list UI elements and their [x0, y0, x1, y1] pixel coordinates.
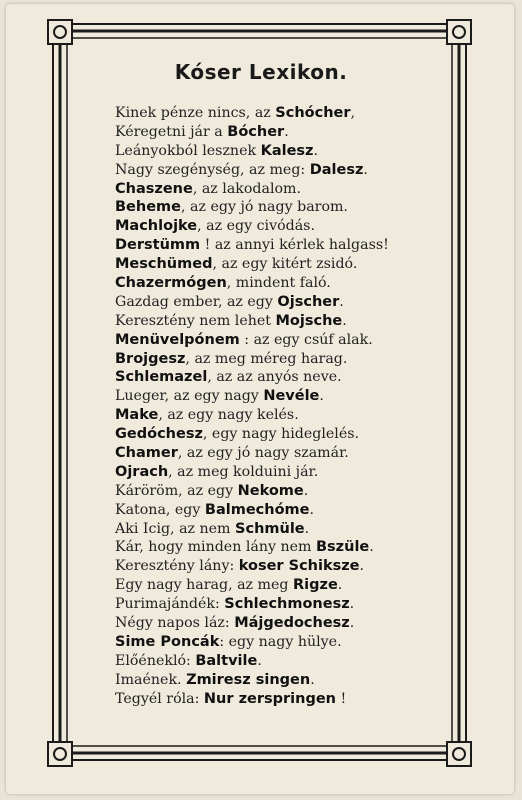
- glossary-term: Nur zerspringen: [203, 690, 336, 707]
- glossary-term: Make: [115, 407, 159, 424]
- glossary-entry: [115, 576, 435, 595]
- glossary-entry: [115, 331, 435, 350]
- glossary-term: Balmechóme: [204, 501, 310, 518]
- glossary-term: Nekome: [237, 482, 304, 499]
- glossary-term: Derstümm: [115, 237, 201, 254]
- entry-suffix-text: .: [313, 142, 318, 159]
- entry-suffix-text: , egy nagy hideglelés.: [202, 426, 360, 443]
- glossary-term: Chaszene: [115, 180, 193, 197]
- glossary-entry: [115, 142, 435, 161]
- glossary-entry: [115, 312, 435, 331]
- glossary-term: Bszüle: [316, 539, 370, 556]
- entry-prefix-text: Kéregetni jár a: [115, 123, 228, 140]
- glossary-entry: [115, 520, 435, 539]
- glossary-term: koser Schiksze: [238, 558, 360, 575]
- entry-suffix-text: ! az annyi kérlek halgass!: [200, 237, 389, 254]
- entry-suffix-text: , az egy civódás.: [197, 218, 315, 235]
- entry-suffix-text: ,: [350, 105, 356, 121]
- glossary-term: Ojscher: [277, 293, 340, 310]
- glossary-entry: [115, 350, 435, 369]
- glossary-entry: [115, 671, 435, 690]
- glossary-entry: [115, 406, 435, 425]
- entry-suffix-text: .: [369, 539, 374, 556]
- entry-suffix-text: .: [349, 596, 355, 613]
- entry-suffix-text: .: [339, 293, 344, 310]
- entry-suffix-text: : az egy csúf alak.: [239, 331, 373, 348]
- entry-suffix-text: .: [342, 312, 347, 329]
- glossary-term: Ojrach: [115, 463, 169, 480]
- glossary-entry: [115, 614, 435, 633]
- entry-suffix-text: !: [336, 690, 347, 707]
- entry-suffix-text: .: [304, 520, 310, 537]
- entry-suffix-text: , az az anyós neve.: [207, 369, 342, 386]
- entry-prefix-text: Káröröm, az egy: [115, 482, 238, 499]
- glossary-entry: [115, 255, 435, 274]
- glossary-entry: [115, 104, 435, 123]
- entry-prefix-text: Előénekló:: [115, 652, 196, 669]
- glossary-term: Menüvelpónem: [115, 331, 240, 348]
- entry-prefix-text: Katona, egy: [115, 501, 205, 518]
- glossary-term: Baltvile: [195, 652, 258, 669]
- glossary-term: Beheme: [115, 199, 181, 216]
- glossary-term: Dalesz: [309, 161, 364, 178]
- entry-suffix-text: .: [363, 161, 368, 178]
- entry-suffix-text: .: [303, 482, 309, 499]
- entry-suffix-text: , az egy jó nagy barom.: [181, 199, 348, 216]
- glossary-term: Meschümed: [115, 256, 213, 273]
- entry-prefix-text: Aki Icig, az nem: [115, 520, 236, 537]
- entry-prefix-text: Purimajándék:: [115, 596, 225, 613]
- glossary-entry: [115, 274, 435, 293]
- glossary-entry: [115, 538, 435, 557]
- entry-suffix-text: .: [337, 577, 343, 594]
- glossary-entry: [115, 652, 435, 671]
- glossary-entry: [115, 444, 435, 463]
- glossary-term: Machlojke: [115, 218, 198, 235]
- page-title: Kóser Lexikon.: [174, 60, 348, 84]
- entry-prefix-text: Gazdag ember, az egy: [115, 293, 278, 310]
- glossary-term: Schlechmonesz: [224, 596, 350, 613]
- glossary-term: Nevéle: [263, 388, 320, 405]
- entry-prefix-text: Lueger, az egy nagy: [115, 388, 264, 405]
- glossary-term: Schmüle: [235, 520, 305, 537]
- glossary-term: Schócher: [275, 105, 351, 121]
- glossary-entry: [115, 482, 435, 501]
- glossary-list: [115, 104, 435, 709]
- entry-prefix-text: Kár, hogy minden lány nem: [115, 539, 316, 556]
- entry-suffix-text: : egy nagy hülye.: [219, 633, 342, 650]
- entry-suffix-text: .: [257, 652, 262, 669]
- glossary-entry: [115, 368, 435, 387]
- glossary-entry: [115, 161, 435, 180]
- glossary-term: Májgedochesz: [234, 615, 350, 632]
- entry-suffix-text: , az egy jó nagy szamár.: [177, 445, 349, 462]
- glossary-entry: [115, 501, 435, 520]
- glossary-entry: [115, 690, 435, 709]
- glossary-entry: [115, 236, 435, 255]
- entry-suffix-text: , az meg méreg harag.: [185, 350, 348, 367]
- glossary-term: Mojsche: [275, 312, 343, 329]
- entry-suffix-text: .: [310, 671, 315, 688]
- glossary-term: Kalesz: [260, 142, 314, 159]
- entry-suffix-text: .: [284, 123, 289, 140]
- entry-prefix-text: Egy nagy harag, az meg: [115, 577, 293, 594]
- entry-prefix-text: Nagy szegénység, az meg:: [115, 161, 310, 178]
- glossary-entry: [115, 595, 435, 614]
- entry-suffix-text: , az lakodalom.: [192, 180, 301, 197]
- glossary-term: Sime Poncák: [115, 633, 220, 650]
- entry-prefix-text: Kinek pénze nincs, az: [115, 105, 276, 121]
- glossary-term: Bócher: [227, 123, 285, 140]
- entry-suffix-text: .: [319, 388, 324, 405]
- entry-suffix-text: , az egy kitért zsidó.: [212, 256, 358, 273]
- glossary-term: Chazermógen: [115, 275, 227, 292]
- glossary-entry: [115, 217, 435, 236]
- glossary-entry: [115, 123, 435, 142]
- glossary-term: Brojgesz: [115, 350, 186, 367]
- entry-prefix-text: Keresztény nem lehet: [115, 312, 276, 329]
- entry-suffix-text: .: [309, 501, 315, 518]
- entry-prefix-text: Keresztény lány:: [115, 558, 239, 575]
- glossary-entry: [115, 293, 435, 312]
- entry-prefix-text: Imaének.: [115, 671, 187, 688]
- entry-suffix-text: , az meg kolduini jár.: [168, 463, 319, 480]
- glossary-entry: [115, 180, 435, 199]
- glossary-term: Chamer: [115, 445, 178, 462]
- glossary-entry: [115, 557, 435, 576]
- glossary-entry: [115, 463, 435, 482]
- glossary-term: Zmiresz singen: [186, 671, 311, 688]
- glossary-entry: [115, 633, 435, 652]
- entry-suffix-text: .: [349, 615, 355, 632]
- glossary-entry: [115, 425, 435, 444]
- entry-suffix-text: , az egy nagy kelés.: [158, 407, 299, 424]
- entry-prefix-text: Négy napos láz:: [115, 615, 235, 632]
- entry-prefix-text: Leányokból lesznek: [115, 142, 261, 159]
- glossary-term: Schlemazel: [115, 369, 208, 386]
- entry-suffix-text: .: [359, 558, 365, 575]
- entry-suffix-text: , mindent faló.: [226, 275, 331, 292]
- glossary-term: Gedóchesz: [115, 426, 203, 443]
- entry-prefix-text: Tegyél róla:: [115, 690, 204, 707]
- glossary-term: Rigze: [293, 577, 338, 594]
- glossary-entry: [115, 387, 435, 406]
- glossary-entry: [115, 198, 435, 217]
